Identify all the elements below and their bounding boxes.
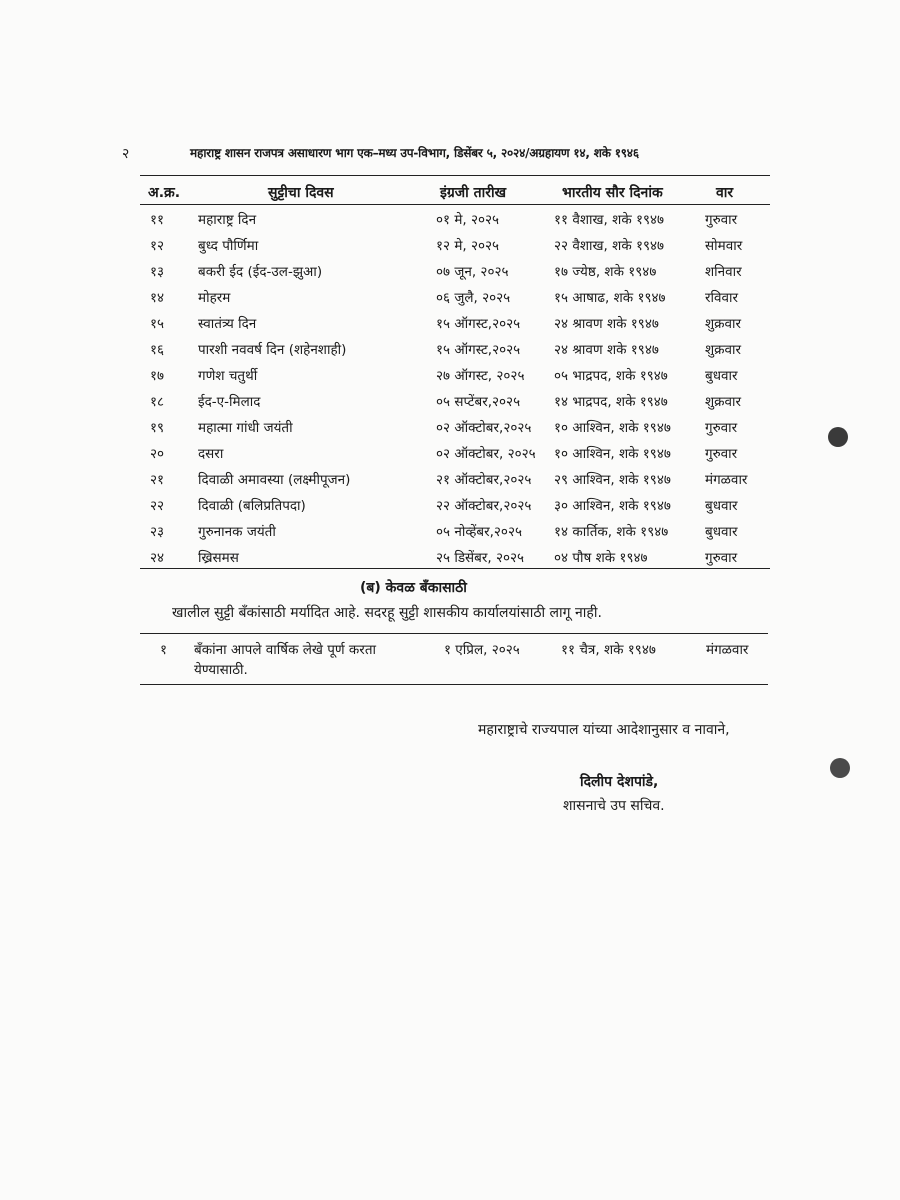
- row-holiday-name: स्वातंत्र्य दिन: [198, 316, 257, 332]
- table-row: [140, 288, 770, 314]
- row-english-date: ०६ जुलै, २०२५: [436, 290, 511, 306]
- row-day: शुक्रवार: [705, 316, 742, 332]
- row-indian-date: १० आश्विन, शके १९४७: [554, 446, 671, 462]
- row-day: रविवार: [705, 290, 739, 306]
- order-line: महाराष्ट्राचे राज्यपाल यांच्या आदेशानुसार व नावाने,: [478, 722, 730, 738]
- page-number: २: [122, 146, 130, 162]
- row-day: गुरुवार: [705, 420, 738, 436]
- row-indian-date: १४ भाद्रपद, शके १९४७: [554, 394, 668, 410]
- row-english-date: ०२ ऑक्टोबर, २०२५: [436, 446, 536, 462]
- bank-row-name-line2: येण्यासाठी.: [194, 662, 248, 678]
- row-english-date: ०१ मे, २०२५: [436, 212, 500, 228]
- row-english-date: ०७ जून, २०२५: [436, 264, 509, 280]
- table-bottom-rule: [140, 568, 770, 569]
- row-english-date: २५ डिसेंबर, २०२५: [436, 550, 525, 566]
- signer-name: दिलीप देशपांडे,: [580, 774, 659, 790]
- row-day: मंगळवार: [705, 472, 748, 488]
- table-row: [140, 366, 770, 392]
- row-number: १७: [150, 368, 165, 384]
- row-holiday-name: बुध्द पौर्णिमा: [198, 238, 259, 254]
- punch-hole-lower: [830, 758, 850, 778]
- bank-row-english-date: १ एप्रिल, २०२५: [444, 642, 520, 658]
- row-indian-date: २४ श्रावण शके १९४७: [554, 316, 659, 332]
- row-holiday-name: गुरुनानक जयंती: [198, 524, 276, 540]
- row-number: १९: [150, 420, 165, 436]
- table-row: [140, 522, 770, 548]
- row-number: १८: [150, 394, 165, 410]
- header-top-rule: [140, 175, 770, 176]
- row-number: १२: [150, 238, 165, 254]
- row-indian-date: २९ आश्विन, शके १९४७: [554, 472, 671, 488]
- bank-row-name-line1: बँकांना आपले वार्षिक लेखे पूर्ण करता: [194, 642, 377, 658]
- row-holiday-name: दिवाळी (बलिप्रतिपदा): [198, 498, 306, 514]
- table-row: [140, 236, 770, 262]
- row-holiday-name: मोहरम: [198, 290, 231, 306]
- row-english-date: २७ ऑगस्ट, २०२५: [436, 368, 525, 384]
- table-row: [140, 210, 770, 236]
- row-number: २३: [150, 524, 165, 540]
- row-indian-date: ०५ भाद्रपद, शके १९४७: [554, 368, 668, 384]
- header-bottom-rule: [140, 204, 770, 205]
- row-holiday-name: बकरी ईद (ईद-उल-झुआ): [198, 264, 323, 280]
- table-row: [140, 262, 770, 288]
- row-day: बुधवार: [705, 368, 738, 384]
- row-indian-date: ०४ पौष शके १९४७: [554, 550, 648, 566]
- row-number: २१: [150, 472, 165, 488]
- bank-row-day: मंगळवार: [706, 642, 749, 658]
- bank-holiday-row: [140, 640, 770, 684]
- row-indian-date: १५ आषाढ, शके १९४७: [554, 290, 666, 306]
- header-indian-date: भारतीय सौर दिनांक: [562, 185, 663, 201]
- bank-section-note: खालील सुट्टी बँकांसाठी मर्यादित आहे. सदरहू सुट्टी शासकीय कार्यालयांसाठी लागू नाही.: [172, 605, 602, 621]
- row-holiday-name: दसरा: [198, 446, 224, 462]
- row-english-date: १५ ऑगस्ट,२०२५: [436, 316, 521, 332]
- row-english-date: २२ ऑक्टोबर,२०२५: [436, 498, 532, 514]
- row-number: २०: [150, 446, 165, 462]
- row-day: सोमवार: [705, 238, 743, 254]
- row-holiday-name: दिवाळी अमावस्या (लक्ष्मीपूजन): [198, 472, 351, 488]
- row-number: २२: [150, 498, 165, 514]
- punch-hole-upper: [828, 427, 848, 447]
- row-english-date: १५ ऑगस्ट,२०२५: [436, 342, 521, 358]
- row-holiday-name: महात्मा गांधी जयंती: [198, 420, 293, 436]
- header-no: अ.क्र.: [148, 185, 181, 201]
- gazette-header: महाराष्ट्र शासन राजपत्र असाधारण भाग एक–मध्य उप-विभाग, डिसेंबर ५, २०२४/अग्रहायण १४, शके १९४६: [190, 146, 639, 160]
- bank-row-number: १: [160, 642, 168, 658]
- row-indian-date: ११ वैशाख, शके १९४७: [554, 212, 665, 228]
- row-english-date: ०५ नोव्हेंबर,२०२५: [436, 524, 522, 540]
- row-number: १५: [150, 316, 165, 332]
- row-number: १४: [150, 290, 165, 306]
- row-indian-date: २२ वैशाख, शके १९४७: [554, 238, 665, 254]
- row-holiday-name: ईद-ए-मिलाद: [198, 394, 261, 410]
- row-holiday-name: पारशी नववर्ष दिन (शहेनशाही): [198, 342, 347, 358]
- row-indian-date: १७ ज्येष्ठ, शके १९४७: [554, 264, 657, 280]
- row-number: १६: [150, 342, 165, 358]
- header-holiday-name: सुट्टीचा दिवस: [268, 185, 334, 201]
- row-day: शुक्रवार: [705, 394, 742, 410]
- row-number: १३: [150, 264, 165, 280]
- row-english-date: २१ ऑक्टोबर,२०२५: [436, 472, 532, 488]
- row-indian-date: १४ कार्तिक, शके १९४७: [554, 524, 669, 540]
- bank-top-rule: [140, 633, 768, 634]
- table-row: [140, 418, 770, 444]
- table-row: [140, 548, 770, 574]
- bank-row-indian-date: ११ चैत्र, शके १९४७: [561, 642, 656, 658]
- row-english-date: ०५ सप्टेंबर,२०२५: [436, 394, 521, 410]
- row-indian-date: १० आश्विन, शके १९४७: [554, 420, 671, 436]
- row-day: शनिवार: [705, 264, 742, 280]
- row-indian-date: २४ श्रावण शके १९४७: [554, 342, 659, 358]
- header-day: वार: [716, 185, 734, 201]
- row-holiday-name: गणेश चतुर्थी: [198, 368, 258, 384]
- bank-bottom-rule: [140, 684, 768, 685]
- row-holiday-name: ख्रिसमस: [198, 550, 239, 566]
- row-number: ११: [150, 212, 165, 228]
- row-number: २४: [150, 550, 165, 566]
- row-day: गुरुवार: [705, 446, 738, 462]
- row-holiday-name: महाराष्ट्र दिन: [198, 212, 257, 228]
- signer-title: शासनाचे उप सचिव.: [563, 798, 665, 814]
- row-day: शुक्रवार: [705, 342, 742, 358]
- header-english-date: इंग्रजी तारीख: [440, 185, 507, 201]
- row-day: गुरुवार: [705, 212, 738, 228]
- table-row: [140, 444, 770, 470]
- row-english-date: १२ मे, २०२५: [436, 238, 500, 254]
- row-day: बुधवार: [705, 524, 738, 540]
- row-day: गुरुवार: [705, 550, 738, 566]
- table-row: [140, 314, 770, 340]
- table-row: [140, 496, 770, 522]
- bank-row-name: [194, 640, 376, 680]
- row-indian-date: ३० आश्विन, शके १९४७: [554, 498, 671, 514]
- table-row: [140, 470, 770, 496]
- bank-section-title: (ब) केवळ बँकासाठी: [360, 580, 467, 596]
- row-day: बुधवार: [705, 498, 738, 514]
- row-english-date: ०२ ऑक्टोबर,२०२५: [436, 420, 532, 436]
- table-row: [140, 392, 770, 418]
- table-row: [140, 340, 770, 366]
